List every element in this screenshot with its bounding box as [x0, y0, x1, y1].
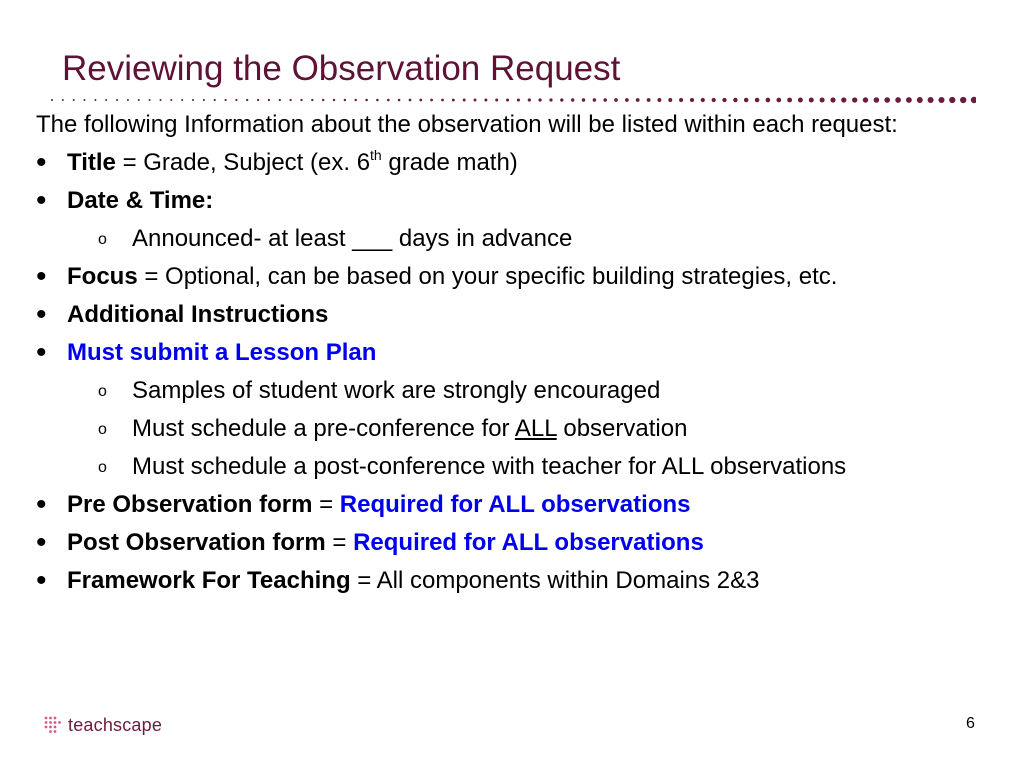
divider-dot	[127, 99, 129, 101]
divider-dot	[506, 98, 509, 101]
logo-wordmark: teachscape	[68, 714, 163, 735]
sub-bullet-icon: o	[98, 383, 107, 400]
post-form-equals: =	[325, 529, 354, 556]
divider-dot	[73, 99, 75, 101]
divider-dot	[874, 97, 880, 103]
bullet-icon: •	[36, 526, 47, 559]
sub-item-pre-conference	[36, 414, 986, 444]
divider-dot	[895, 97, 901, 103]
pre-form-equals: =	[312, 491, 340, 518]
divider-dot	[159, 99, 161, 101]
sub-bullet-icon: o	[98, 231, 107, 248]
divider-dot	[62, 99, 64, 101]
divider-dot	[246, 99, 248, 101]
divider-dot	[365, 99, 368, 102]
divider-dot	[409, 99, 412, 102]
divider-dot	[116, 99, 118, 101]
divider-dot	[647, 98, 651, 102]
divider-dot	[300, 99, 302, 101]
divider-dot	[852, 97, 857, 102]
divider-dot	[733, 98, 737, 102]
divider-dot	[235, 99, 237, 101]
divider-dot	[528, 98, 531, 101]
divider-dot	[841, 97, 846, 102]
pre-conference-text: Must schedule a pre-conference for	[132, 415, 515, 442]
divider-dot	[809, 98, 814, 103]
title-text-end: grade math)	[381, 149, 518, 176]
focus-label: Focus	[67, 263, 138, 290]
bullet-icon: •	[36, 146, 47, 179]
divider-dot	[105, 99, 107, 101]
divider-dot	[776, 98, 781, 103]
divider-dot	[441, 99, 444, 102]
divider-dot	[884, 97, 890, 103]
teachscape-logo	[44, 712, 162, 738]
divider-dot	[744, 98, 749, 103]
divider-dot	[787, 98, 792, 103]
slide-body	[36, 110, 986, 604]
sub-item-samples	[36, 376, 986, 406]
divider-dot	[214, 99, 216, 101]
divider-dot	[690, 98, 694, 102]
divider-dot	[636, 98, 640, 102]
bullet-title	[36, 148, 986, 178]
divider-dot	[192, 99, 194, 101]
divider-dot	[603, 98, 607, 102]
bullet-focus	[36, 262, 986, 292]
divider-dot	[517, 98, 520, 101]
divider-dot	[495, 98, 498, 101]
divider-dot	[484, 99, 487, 102]
divider-dot	[938, 97, 944, 103]
bullet-icon: •	[36, 336, 47, 369]
all-underlined: ALL	[514, 415, 557, 442]
divider-dot	[593, 98, 597, 102]
ordinal-superscript: th	[370, 147, 382, 163]
title-text: = Grade, Subject (ex. 6	[115, 149, 371, 176]
divider-dot	[181, 99, 183, 101]
bullet-framework	[36, 566, 986, 596]
pre-form-value: Required for ALL observations	[339, 491, 691, 518]
bullet-icon: •	[36, 260, 47, 293]
divider-dot	[463, 99, 466, 102]
bullet-additional-instructions	[36, 300, 986, 330]
bullet-post-observation-form	[36, 528, 986, 558]
sub-item-post-conference	[36, 452, 986, 482]
divider-dot	[863, 97, 868, 102]
title-label: Title	[67, 149, 116, 176]
divider-dot	[452, 99, 455, 102]
slide-title: Reviewing the Observation Request	[62, 49, 621, 88]
divider-dot	[549, 98, 552, 101]
divider-dot	[712, 98, 716, 102]
divider-dot	[830, 97, 835, 102]
date-time-label: Date & Time:	[67, 187, 214, 214]
divider-dot	[170, 99, 172, 101]
divider-dot	[387, 99, 390, 102]
post-form-value: Required for ALL observations	[353, 529, 704, 556]
divider-dot	[419, 99, 422, 102]
divider-dot	[971, 97, 976, 103]
sub-bullet-icon: o	[98, 459, 107, 476]
divider-dot	[430, 99, 433, 102]
samples-text: Samples of student work are strongly encouraged	[132, 377, 661, 404]
divider-dot	[279, 99, 281, 101]
bullet-icon: •	[36, 184, 47, 217]
pre-conference-text-end: observation	[556, 415, 688, 442]
divider-dot	[84, 99, 86, 101]
sub-item-announced	[36, 224, 986, 254]
divider-dot	[268, 99, 270, 101]
post-form-label: Post Observation form	[67, 529, 326, 556]
divider-dot	[917, 97, 923, 103]
divider-dot	[560, 98, 563, 101]
divider-dot	[614, 98, 618, 102]
bullet-icon: •	[36, 488, 47, 521]
divider-dot	[701, 98, 705, 102]
divider-dot	[582, 98, 585, 101]
divider-dot	[625, 98, 629, 102]
divider-dot	[571, 98, 574, 101]
lesson-plan-label: Must submit a Lesson Plan	[67, 339, 377, 366]
divider-dot	[225, 99, 227, 101]
divider-dot	[51, 99, 53, 101]
divider-dot	[928, 97, 934, 103]
framework-text: = All components within Domains 2&3	[350, 567, 760, 594]
divider-dot	[203, 99, 205, 101]
bullet-icon: •	[36, 564, 47, 597]
divider-dot	[322, 99, 324, 101]
divider-dot	[798, 98, 803, 103]
divider-dot	[344, 99, 346, 101]
divider-dot	[766, 98, 771, 103]
divider-dot	[668, 98, 672, 102]
divider-dot	[398, 99, 401, 102]
framework-label: Framework For Teaching	[67, 567, 351, 594]
teachscape-dots-icon	[44, 716, 62, 734]
divider-dot	[94, 99, 96, 101]
announced-text: Announced- at least ___ days in advance	[132, 225, 573, 252]
bullet-icon: •	[36, 298, 47, 331]
divider-dot	[949, 97, 955, 103]
divider-dot	[657, 98, 661, 102]
bullet-lesson-plan	[36, 338, 986, 368]
additional-instructions-label: Additional Instructions	[67, 301, 329, 328]
page-number: 6	[966, 715, 975, 732]
divider-dot	[289, 99, 291, 101]
pre-form-label: Pre Observation form	[67, 491, 313, 518]
intro-text: The following Information about the observation will be listed within each request:	[36, 111, 898, 138]
sub-bullet-icon: o	[98, 421, 107, 438]
bullet-date-time	[36, 186, 986, 216]
divider-dot	[333, 99, 335, 101]
divider-dot	[376, 99, 379, 102]
divider-dot	[474, 99, 477, 102]
divider-dot	[149, 99, 151, 101]
divider-dot	[138, 99, 140, 101]
divider-dot	[722, 98, 726, 102]
bullet-pre-observation-form	[36, 490, 986, 520]
divider-dot	[820, 97, 825, 102]
focus-text: = Optional, can be based on your specific building strategies, etc.	[137, 263, 838, 290]
divider-dot	[257, 99, 259, 101]
divider-dot	[354, 99, 356, 101]
divider-dot	[311, 99, 313, 101]
divider-dot	[538, 98, 541, 101]
divider-dot	[906, 97, 912, 103]
post-conference-text: Must schedule a post-conference with teacher for ALL observations	[132, 453, 847, 480]
divider-dot	[960, 97, 966, 103]
divider-dot	[679, 98, 683, 102]
dotted-divider	[50, 93, 976, 107]
divider-dot	[755, 98, 760, 103]
